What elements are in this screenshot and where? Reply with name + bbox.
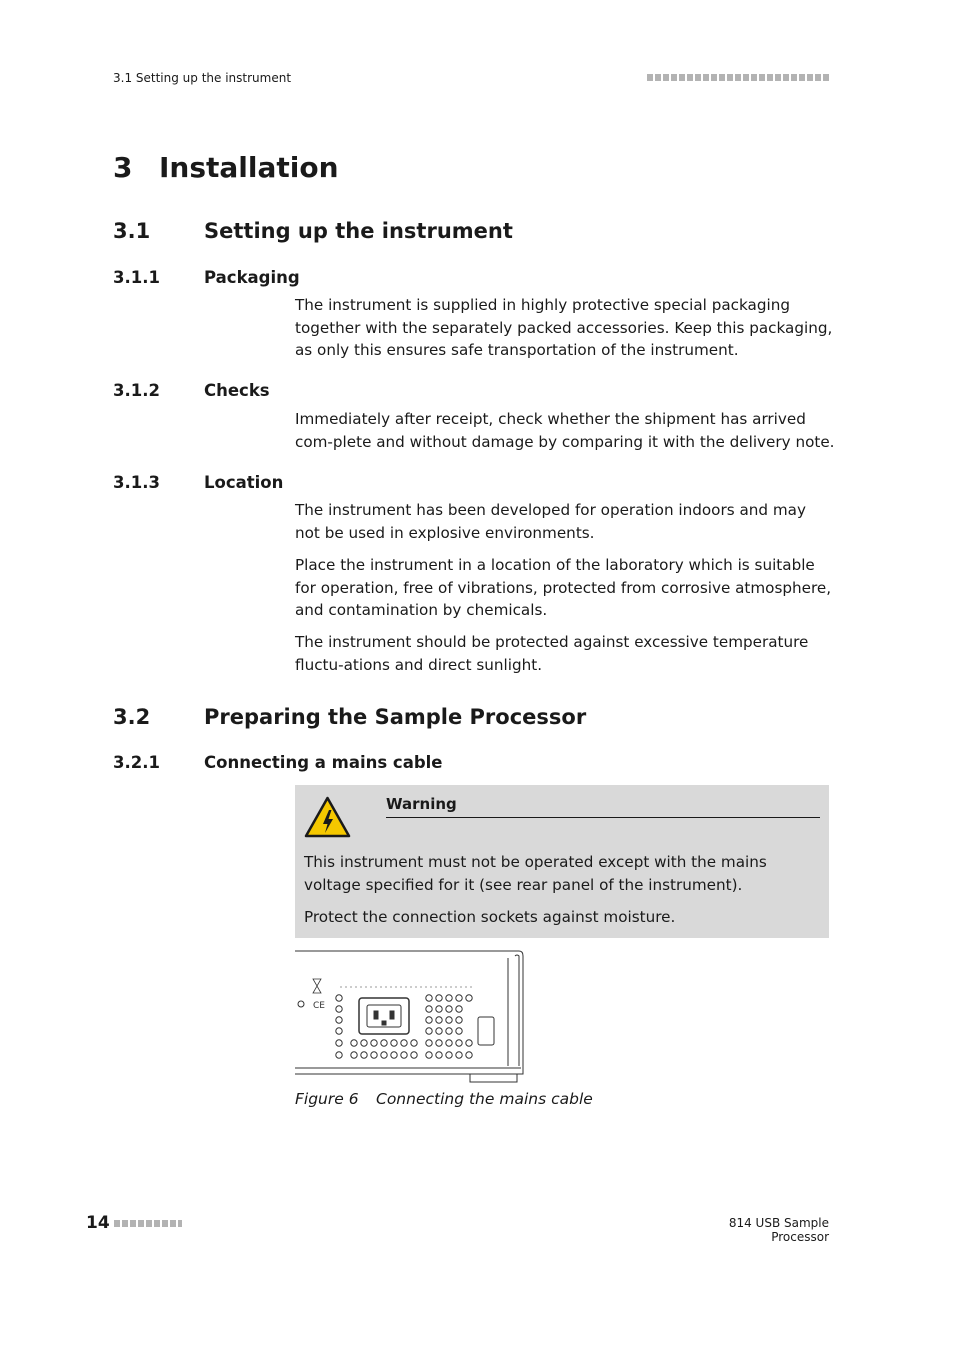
subsection-heading-3-2-1 (113, 753, 443, 772)
figure-label: Figure 6 (295, 1090, 359, 1108)
electrical-hazard-icon (304, 796, 351, 838)
packaging-paragraph: The instrument is supplied in highly protective special packaging together with the separately packed accessories. Keep this packaging, as only this ensures safe transportation of the instrument. (295, 296, 833, 359)
chapter-title: Installation (159, 151, 339, 184)
section-heading-3-2 (113, 705, 586, 729)
subsection-number: 3.2.1 (113, 753, 160, 772)
subsection-number: 3.1.3 (113, 473, 160, 492)
subsection-title: Connecting a mains cable (204, 753, 443, 772)
figure-caption-text: Connecting the mains cable (376, 1090, 593, 1108)
section-title: Setting up the instrument (204, 219, 513, 243)
subsection-number: 3.1.2 (113, 381, 160, 400)
section-title: Preparing the Sample Processor (204, 705, 587, 729)
svg-text:CE: CE (313, 1001, 325, 1011)
footer-product-name: 814 USB Sample Processor (728, 1216, 829, 1244)
section-number: 3.1 (113, 219, 151, 243)
location-paragraph-2: Place the instrument in a location of the laboratory which is suitable for operation, free of vibrations, protected from corrosive atmosphere, and contamination by chemicals. (295, 556, 832, 619)
section-heading-3-1 (113, 219, 513, 243)
warning-paragraph-1: This instrument must not be operated except with the mains voltage specified for it (see rear panel of the instrument). (304, 853, 767, 894)
subsection-title: Location (204, 473, 284, 492)
checks-paragraph: Immediately after receipt, check whether the shipment has arrived com-plete and without damage by comparing it with the delivery note. (295, 410, 835, 451)
chapter-heading (113, 151, 339, 184)
subsection-title: Checks (204, 381, 270, 400)
warning-divider (386, 817, 820, 818)
chapter-number: 3 (113, 151, 133, 184)
subsection-heading-3-1-1 (113, 268, 300, 287)
subsection-number: 3.1.1 (113, 268, 160, 287)
subsection-title: Packaging (204, 268, 300, 287)
running-header: 3.1 Setting up the instrument (113, 71, 292, 85)
warning-title: Warning (386, 795, 457, 813)
location-paragraph-3: The instrument should be protected against excessive temperature fluctu-ations and direct sunlight. (295, 633, 809, 674)
warning-paragraph-2: Protect the connection sockets against moisture. (304, 908, 676, 926)
rear-panel-illustration (295, 948, 525, 1084)
figure-caption (295, 1090, 593, 1108)
subsection-heading-3-1-2 (113, 381, 270, 400)
subsection-heading-3-1-3 (113, 473, 283, 492)
footer-dot-bar (114, 1220, 182, 1227)
section-number: 3.2 (113, 705, 151, 729)
page-number: 14 (86, 1213, 110, 1233)
location-paragraph-1: The instrument has been developed for operation indoors and may not be used in explosive environments. (295, 501, 806, 542)
header-dot-bar (647, 74, 829, 81)
